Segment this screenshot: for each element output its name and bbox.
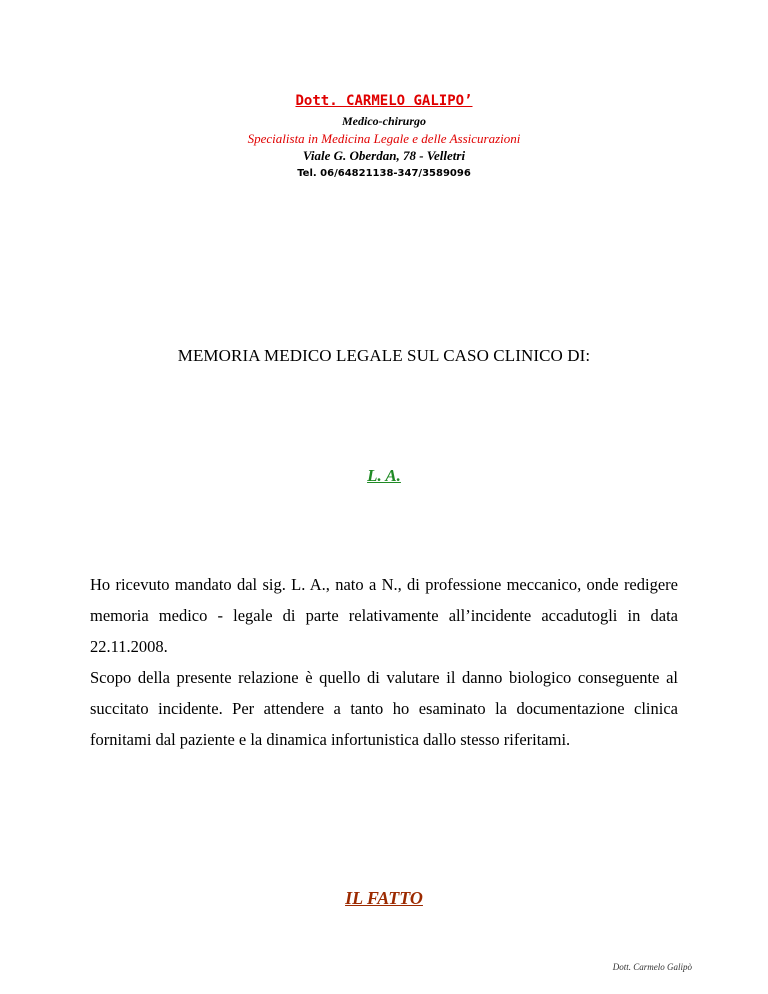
doctor-phone: Tel. 06/64821138-347/3589096 bbox=[297, 168, 471, 179]
doctor-name: Dott. CARMELO GALIPO’ bbox=[295, 93, 473, 109]
patient-name: L. A. bbox=[367, 466, 401, 485]
paragraph-mandate: Ho ricevuto mandato dal sig. L. A., nato a N., di professione meccanico, onde redigere memoria medico - legale di parte relativamente all’incidente accadutogli in data 22.11.2008. bbox=[90, 575, 678, 656]
doctor-specialization: Specialista in Medicina Legale e delle Assicurazioni bbox=[247, 131, 521, 146]
doctor-role: Medico-chirurgo bbox=[342, 114, 426, 128]
page-footer: Dott. Carmelo Galipò bbox=[612, 962, 692, 972]
letterhead bbox=[0, 92, 768, 182]
section-heading: IL FATTO bbox=[345, 888, 423, 908]
body-text bbox=[90, 569, 678, 755]
paragraph-scope: Scopo della presente relazione è quello di valutare il danno biologico conseguente al succitato incidente. Per attendere a tanto ho esaminato la documentazione clinica fornitami dal paziente e la dinamica infortunistica dallo stesso riferitami. bbox=[90, 668, 678, 749]
document-title: MEMORIA MEDICO LEGALE SUL CASO CLINICO DI: bbox=[177, 346, 591, 365]
doctor-address: Viale G. Oberdan, 78 - Velletri bbox=[302, 148, 466, 163]
